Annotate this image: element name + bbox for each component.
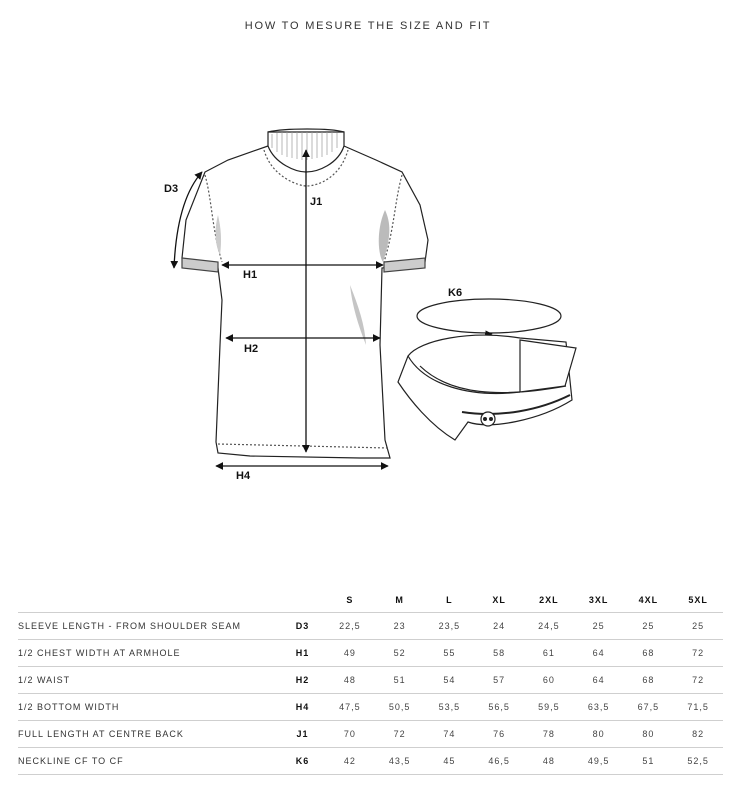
row-label: 1/2 WAIST bbox=[18, 667, 280, 694]
row-label: FULL LENGTH AT CENTRE BACK bbox=[18, 721, 280, 748]
d3-measure-line bbox=[174, 172, 202, 268]
table-cell: 59,5 bbox=[524, 694, 574, 721]
table-row bbox=[18, 721, 723, 748]
row-code: H2 bbox=[280, 667, 325, 694]
table-cell: 50,5 bbox=[375, 694, 425, 721]
size-header: M bbox=[395, 595, 404, 605]
table-row bbox=[18, 694, 723, 721]
size-chart-table bbox=[18, 588, 723, 775]
label-h2: H2 bbox=[244, 343, 259, 355]
table-cell: 74 bbox=[425, 721, 475, 748]
table-cell: 49,5 bbox=[574, 748, 624, 775]
table-cell: 72 bbox=[375, 721, 425, 748]
row-code: H4 bbox=[280, 694, 325, 721]
table-cell: 48 bbox=[524, 748, 574, 775]
label-k6: K6 bbox=[448, 287, 463, 299]
table-header-row bbox=[18, 588, 723, 613]
size-header: L bbox=[446, 595, 453, 605]
table-cell: 70 bbox=[325, 721, 375, 748]
size-header: S bbox=[346, 595, 354, 605]
row-label: 1/2 CHEST WIDTH AT ARMHOLE bbox=[18, 640, 280, 667]
table-cell: 46,5 bbox=[474, 748, 524, 775]
row-code: D3 bbox=[280, 613, 325, 640]
collar-illustration bbox=[398, 299, 576, 440]
table-cell: 71,5 bbox=[673, 694, 723, 721]
table-cell: 25 bbox=[673, 613, 723, 640]
table-cell: 72 bbox=[673, 667, 723, 694]
table-cell: 23,5 bbox=[425, 613, 475, 640]
table-cell: 67,5 bbox=[624, 694, 674, 721]
table-cell: 25 bbox=[574, 613, 624, 640]
table-cell: 56,5 bbox=[474, 694, 524, 721]
table-cell: 52 bbox=[375, 640, 425, 667]
table-cell: 43,5 bbox=[375, 748, 425, 775]
table-cell: 76 bbox=[474, 721, 524, 748]
table-cell: 80 bbox=[624, 721, 674, 748]
table-cell: 23 bbox=[375, 613, 425, 640]
table-cell: 42 bbox=[325, 748, 375, 775]
table-cell: 25 bbox=[624, 613, 674, 640]
table-cell: 64 bbox=[574, 640, 624, 667]
table-cell: 55 bbox=[425, 640, 475, 667]
table-row bbox=[18, 613, 723, 640]
table-cell: 61 bbox=[524, 640, 574, 667]
table-cell: 22,5 bbox=[325, 613, 375, 640]
label-h4: H4 bbox=[236, 470, 251, 482]
table-cell: 68 bbox=[624, 667, 674, 694]
table-cell: 63,5 bbox=[574, 694, 624, 721]
k6-measure-ellipse bbox=[417, 299, 561, 333]
table-cell: 48 bbox=[325, 667, 375, 694]
size-header: 4XL bbox=[638, 595, 659, 605]
table-cell: 24 bbox=[474, 613, 524, 640]
table-cell: 57 bbox=[474, 667, 524, 694]
table-cell: 49 bbox=[325, 640, 375, 667]
t-shirt-illustration bbox=[182, 129, 428, 458]
size-header: 5XL bbox=[688, 595, 708, 605]
row-label: 1/2 BOTTOM WIDTH bbox=[18, 694, 280, 721]
table-cell: 68 bbox=[624, 640, 674, 667]
table-cell: 60 bbox=[524, 667, 574, 694]
table-cell: 80 bbox=[574, 721, 624, 748]
label-h1: H1 bbox=[243, 269, 258, 281]
size-header: 3XL bbox=[588, 595, 609, 605]
table-cell: 24,5 bbox=[524, 613, 574, 640]
table-cell: 64 bbox=[574, 667, 624, 694]
size-header: XL bbox=[492, 595, 506, 605]
table-row bbox=[18, 640, 723, 667]
table-cell: 51 bbox=[624, 748, 674, 775]
table-cell: 47,5 bbox=[325, 694, 375, 721]
table-row bbox=[18, 667, 723, 694]
row-code: J1 bbox=[280, 721, 325, 748]
label-j1: J1 bbox=[310, 196, 323, 208]
table-cell: 53,5 bbox=[425, 694, 475, 721]
row-code: K6 bbox=[280, 748, 325, 775]
table-cell: 82 bbox=[673, 721, 723, 748]
table-cell: 54 bbox=[425, 667, 475, 694]
size-header: 2XL bbox=[539, 595, 559, 605]
row-label: NECKLINE CF TO CF bbox=[18, 748, 280, 775]
table-cell: 52,5 bbox=[673, 748, 723, 775]
label-d3: D3 bbox=[164, 183, 179, 195]
table-cell: 45 bbox=[425, 748, 475, 775]
table-cell: 78 bbox=[524, 721, 574, 748]
row-code: H1 bbox=[280, 640, 325, 667]
row-label: SLEEVE LENGTH - FROM SHOULDER SEAM bbox=[18, 613, 280, 640]
table-cell: 72 bbox=[673, 640, 723, 667]
table-row bbox=[18, 748, 723, 775]
table-cell: 51 bbox=[375, 667, 425, 694]
table-cell: 58 bbox=[474, 640, 524, 667]
page-title: HOW TO MESURE THE SIZE AND FIT bbox=[244, 20, 492, 32]
